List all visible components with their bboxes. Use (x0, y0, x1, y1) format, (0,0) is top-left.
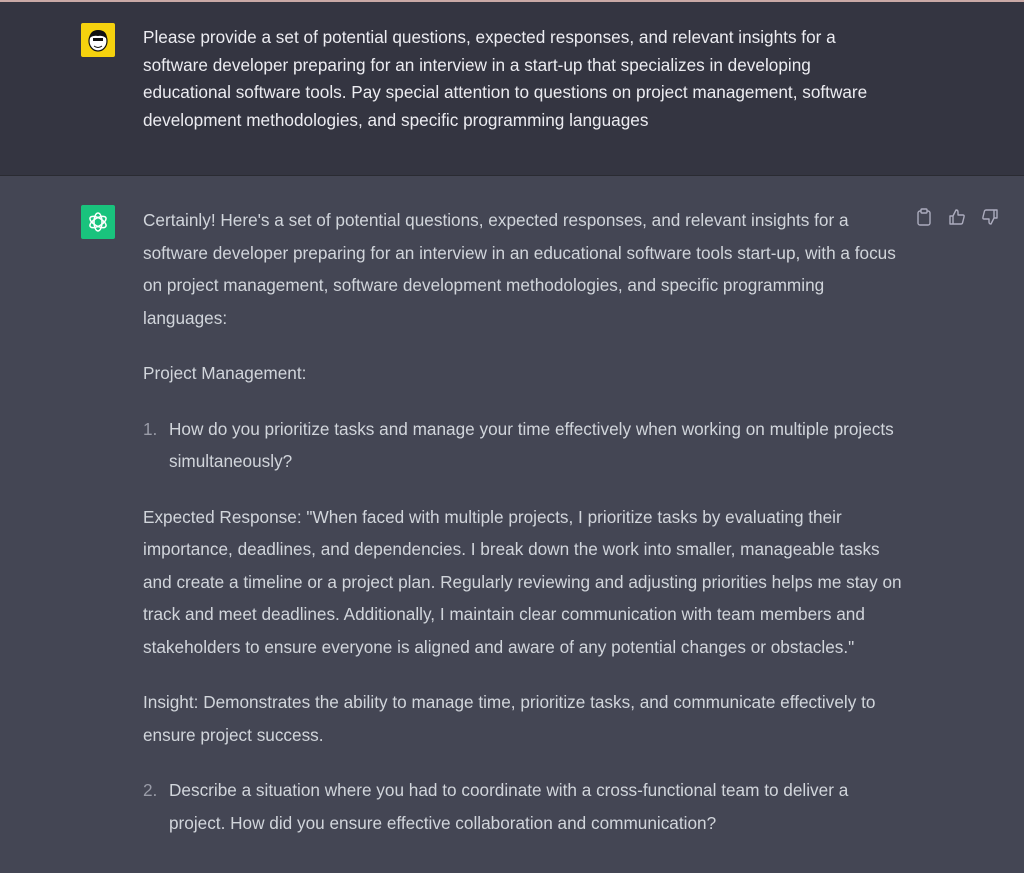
assistant-avatar (81, 205, 115, 239)
question-list-1 (143, 413, 903, 478)
user-cartoon-avatar-icon (85, 27, 111, 53)
user-avatar (81, 23, 115, 57)
openai-logo-icon (86, 210, 110, 234)
expected-response: Expected Response: "When faced with multiple projects, I prioritize tasks by evaluating their importance, deadlines, and dependencies. I break down the work into smaller, manageable tasks and create a timeline or a project plan. Regularly reviewing and adjusting priorities helps me stay on track and meet deadlines. Additionally, I maintain clear communication with team members and stakeholders to ensure everyone is aligned and aware of any potential changes or obstacles." (143, 506, 902, 657)
question-item (143, 774, 903, 839)
question-text: How do you prioritize tasks and manage your time effectively when working on multiple projects simultaneously? (169, 418, 894, 471)
section-heading: Project Management: (143, 363, 307, 383)
assistant-message (0, 176, 1024, 873)
question-text: Describe a situation where you had to coordinate with a cross-functional team to deliver a project. How did you ensure effective collaboration and communication? (169, 780, 849, 833)
thumbs-up-button[interactable] (946, 206, 967, 227)
response-intro: Certainly! Here's a set of potential questions, expected responses, and relevant insights for a software developer preparing for an interview in an educational software tools start-up, with a focus on project management, software development methodologies, and specific programming languages: (143, 210, 896, 328)
copy-button[interactable] (913, 206, 934, 227)
question-number: 2. (143, 780, 158, 800)
insight: Insight: Demonstrates the ability to manage time, prioritize tasks, and communicate effectively to ensure project success. (143, 692, 876, 745)
thumbs-down-icon (981, 208, 999, 226)
assistant-response (143, 204, 903, 862)
thumbs-up-icon (948, 208, 966, 226)
message-actions (913, 206, 1000, 227)
thumbs-down-button[interactable] (979, 206, 1000, 227)
question-number: 1. (143, 418, 158, 439)
user-prompt-text: Please provide a set of potential questions, expected responses, and relevant insights for a software developer preparing for an interview in a start-up that specializes in developing educational software tools. Pay special attention to questions on project management, software development methodologies, and specific programming languages (143, 27, 868, 130)
user-message (0, 2, 1024, 176)
clipboard-icon (916, 208, 932, 226)
question-list-2 (143, 774, 903, 839)
question-item (143, 413, 903, 478)
